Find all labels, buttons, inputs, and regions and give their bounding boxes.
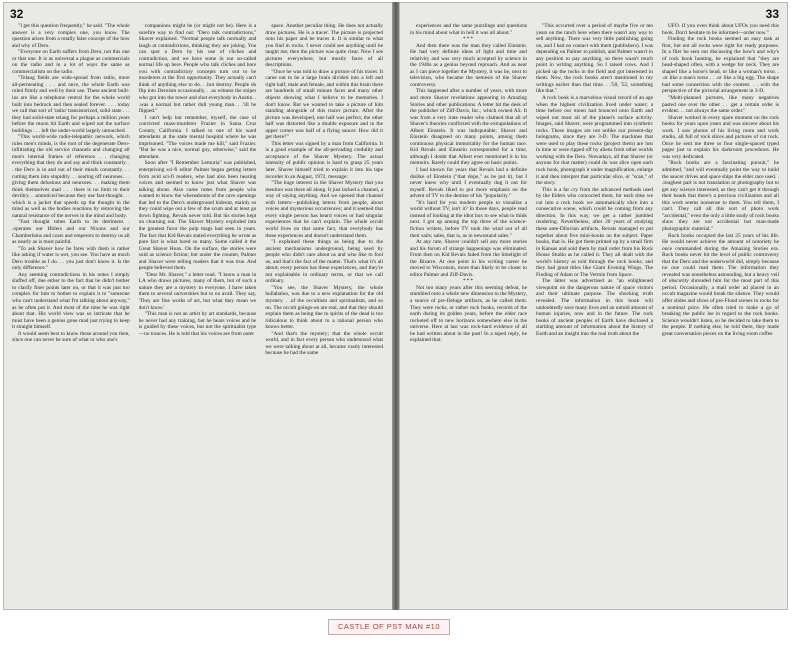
paragraph: I can't help but remember, myself, the case of convicted mass-murderer Frazier in Santa Cruz County, California. I talked to one of his ward attendants at the state mental hospital where he was imprisoned. "The voices made me kill," said Frazier. "But he was a nice, normal guy, otherwise," said the attendant. xyxy=(138,114,257,160)
paragraph: experiences and the same puzzlings and questions in his mind about what in hell it was all about." xyxy=(410,23,527,36)
paragraph: "Rock books are a fascinating pursuit," he admitted, "and will eventually point the way to build the saucer drives and space ships the elder race used. . .toughest part is not translation or photography but to get any science interested, as they can't get it through their heads that there's a precious civilization and all this work seems nonsense to them. You tell them, I can't. They call all this sort of photo work "accidental," even the only a little study of rock books show they are not accidental but man-made photographic material." xyxy=(662,160,779,232)
paragraph: "Multi-planned pictures, like many negatives pasted one over the other . . .get a certain order is evident. . . not always the same order." xyxy=(662,95,779,115)
paragraph: I had known for years that Revals had a definite dislike of Einstein ("that dope," as he put it), but I never knew why until I eventually dug it out for myself. Revals liked to put more emphasis on the advent of TV to the demise of his "popularity." xyxy=(410,167,527,200)
right-column-3 xyxy=(662,23,779,601)
paragraph: "I get this question frequently," he said. "The whole answer is a very complex one, you know. The question arises from a totally false concept of the how and why of Dero. xyxy=(12,23,130,49)
paragraph: space. Another peculiar thing. He does not actually draw pictures. He is a tracer. The picture is projected onto his paper and he traces it. It is similar to what you find in rocks. I never could see anything until he taught me; then the picture was quite clear. Now I see pictures everywhere, but mostly faces of all descriptions. xyxy=(265,23,384,69)
paragraph: The latter was advertised as "an enlightened viewpoint on the dangerous nature of space visitors and their ultimate purpose. The shocking truth revealed. The information in this book will undoubtedly save many lives and an untold amount of human injuries, now and in the future. The rock books of ancient peoples of Earth have disclosed a startling amount of information about the history of Earth and an insight into the real truth about the xyxy=(536,278,653,337)
paragraph: "Fast thought robes Earth to its detriment. . .operates our Hitlers and our Nixons and our Chamberlains and czars and emperors to destroy us all as nearly as is most painful. xyxy=(12,219,130,246)
paragraph: Finding the rock books seemed an easy task at first, but not all rocks were right for ready purposes. In a flier he sent out discussing the how's and why's of rock book hunting, he explained that "they are head-shaped often, with a wedge for neck. They are shaped like a horse's head, or like a woman's torso. . .or like a man's torso . . .or like a big egg. The shape had some connection with the content. . . with the perspective of the pictorial arrangement in 3-D. xyxy=(662,36,779,95)
archive-label: CASTLE OF PST MAN #10 xyxy=(328,619,450,635)
left-column-1 xyxy=(12,23,130,601)
paragraph: UFO. If you even think about UFOs you need this book. Don't hesitate to be informed—order now." xyxy=(662,23,779,36)
paragraph: "Everyone on Earth suffers from Dero, not this one or that one. It is as universal a plague as commercials on the radio and in a lot of ways the same as commercialism on the radio. xyxy=(12,49,130,75)
paragraph: Not too many years after this seeming defeat, he stumbled onto a whole new dimension to the Mystery, a source of pre-Deluge artifacts, as he called them. They were rocks, or rather rock books, records of the earth during its golden years, before the elder race rocketed off to new horizons somewhere else in the universe. Here at last was rock-hard evidence of all he had written about in the past! In a taped reply, he explained that: xyxy=(410,284,527,344)
paragraph: This happened after a number of years, with more and more Shaver revelations appearing in Amazing Stories and other publications. A letter hit the desk of the publisher of Ziff-Davis, Inc., which owned AS. It was from a very irate reader who claimed that all of Shaver's theories conflicted with the extrapolations of Albert Einstein. It was indisputable; Shaver and Einstein disagreed on many points, among them continuous physical immortality for the human race. Kid Revals and Einstein corresponded for a time, although I doubt that Albert ever mentioned it in his memoirs. Rarely could they agree on basic points. xyxy=(410,88,527,167)
left-column-2 xyxy=(139,23,257,601)
paragraph: "It's hard for you modern people to visualize a world without TV, isn't it? In those days, people read instead of looking at the idiot box to see what to think next. I got up among the top three of the science-fiction writers, before TV took the wind out of all their sails; sales, that is, as in newsstand sales." xyxy=(410,199,527,239)
left-column-3 xyxy=(265,23,383,601)
paragraph: This letter was signed by a man from California. It is a good example of the all-pervading credulity and acceptance of the Shaver Mystery. The actual intensity of public opinion is hard to grasp 25 years later. Shaver himself tried to explain it into his tape recorder in an August, 1972, message: xyxy=(265,140,384,180)
paragraph: A rock book is a marvelous visual record of an age when the highest civilization lived under water; a time before our moon had bounced onto Earth and wiped out most all of the planet's surface activity. Images, said Shaver, were programmed into synthetic rocks. These images are not unlike our present-day holograms, since they are 3-D. The machines that were used to play these rocks (project them) are lost in time or were ripped off by aliens from other worlds working with the Dero. Nowadays, all that Shaver (or anyone for that matter) could do was slice open each rock book, photograph it under magnification, enlarge it and then interpret that particular slice, or "scan," of the story. xyxy=(536,95,653,187)
paragraph: Any seeming contradictions in his notes I simply sluffed off, due either to the fact that he didn't bother to clarify finer points later on, or that it was just too complex for him to bother to explain it to "someone who can't understand what I'm talking about anyway," as he often put it. And most of the time he was right about that. His world view was so intricate that he must have been a genius gone mad just trying to keep it straight himself. xyxy=(12,271,130,331)
left-page xyxy=(3,2,393,610)
paragraph: "This man is not an artist by art standards, because he never had any training, but he hears voices and he is guided by these voices, but not the spiritualist type—no trances. He is told that his voices are from outer xyxy=(138,311,257,337)
right-page-columns xyxy=(410,23,779,601)
paragraph: "This occurred over a period of maybe five or ten years on the ranch here when there wasn't any way to sell anything. There was very little publishing going on, and I had no contact with them (publishers). I was depending on Palmer to publish, and Palmer wasn't in any position to pay anything, so there wasn't much point in writing anything. So I raised cows. And I picked up the rocks in the field and got interested in them. Now, the rock books aren't mentioned in my writings earlier than that time. . .'50, '52, something like that." xyxy=(536,23,653,95)
paragraph: And then there was the man they called Einstein. He had very definite ideas of light and time and relativity and was very much accepted by science in the 1940s as a genius beyond reproach. And as near as I can piece together the Mystery, it was he, next to television, who became the nemesis of the Shaver controversy. xyxy=(410,42,527,88)
paragraph: "Once he was told to draw a picture of his tracer. It came out to be a large brain divided into a left and right half, male and female, and within this brain there are hundreds of small minute faces and many other objects showing what I believe to be memories. I don't know. But we wanted to take a picture of him standing alongside of this tracer picture. After the picture was developed, one half was perfect, the other half was distorted like a double exposure and in the upper corner was half of a flying saucer. How did it get there?" xyxy=(265,68,384,141)
page-number-left: 32 xyxy=(10,7,24,21)
paragraph: "And that's the mystery; that the whole occult world, and in fact every person who understood what we were talking about at all, became vastly interested because he had the same xyxy=(265,330,384,357)
paragraph: Shaver worked in every spare moment on the rock books for years upon years and was sincere about his work. I saw photos of his living room and work studio, all full of rock slices and pictures of cut rock. Once he sent me three or four single-spaced typed pages just to explain his darkroom procedures. He was very dedicated. xyxy=(662,114,779,160)
section-separator: *** xyxy=(462,278,475,285)
page-number-right: 33 xyxy=(765,7,779,21)
left-page-columns xyxy=(12,23,383,601)
paragraph: "This world-wide radio-telepathic network, which rules men's minds, is the root of the degenerate Dero-infiltrating the old service channels and changing all men's internal frames of reference. . . changing everything that they do and say and think constantly. . . the Dero is in and out of their minds constantly. . . cutting them into stupidity. . . searing off neurones. . . giving them delusions and neuroses. . . making them think themselves mad . . . there is no limit to their deviltry. . .unnoticed because they use fast-thought. . . which is a jacket that speeds up the thought in the mind as well as the bodies reactions by removing the natural resistance of the nerves in the mind and body. xyxy=(12,134,130,219)
paragraph: "To ask Shaver how he fares with them is rather like asking if water is wet, you see. You have as much Dero trouble as I do. . . you just don't know it. Is the only difference." xyxy=(12,245,130,272)
paragraph: Soon after "I Remember Lemuria" was published, enterprising sci-fi editor Palmer began getting letters from avid sci-fi readers, who had also been hearing voices and seemed to know just what Shaver was talking about. Also came notes from people who wanted to know the whereabouts of the cave openings that led to the Dero's underground hideout, mainly so they could wipe out a few of the scum and at least go down fighting. Revals never told. But his stories kept on churning out. The Shaver Mystery exploded into the greatest furor the pulp mags had seen in years. The fact that Kid Revals stated everything he wrote as pure fact is what lured so many. Some called it the Great Shaver Hoax. On the surface, the stories were sold as science fiction; but under the counter, Palmer and Shaver were telling readers that it was true. And people believed them. xyxy=(138,160,257,272)
right-page xyxy=(399,2,788,610)
right-column-2 xyxy=(536,23,653,601)
section-separator: *** xyxy=(462,36,475,43)
paragraph: "Telaug fields are wide-spread from radio, more all-permeating . . . and once, the whole Earth was ruled firmly and well by their use. These ancient built-ins are like a telephone central for the whole world built into bedrock and then sealed forever. . . . today we call that sort of 'radio' transistorized, solid state . . . they had solid-state telaug for perhaps a million years before the moon hit Earth and wiped out the surface buildings . . . left the under-world largely untouched. xyxy=(12,75,130,134)
paragraph: It would seem best to know those around you then, since one can never be sure of what or who one's xyxy=(12,330,130,344)
paragraph: Rock books occupied the last 25 years of his life. He would never achieve the amount of notoriety he once commanded during the Amazing Stories era. Rock books never hit the level of public controversy that the Dero and the underworld did, simply because no one could read them. The information they revealed was nonetheless astounding, but a heavy veil of obscurity shrouded him for the most part of this period. Occasionally, a mail order ad placed in an occult magazine would break the silence. They would offer slides and slices of pre-Flood scenes in rocks for a nominal price. He often tried to make a go of breaking the public lee in regard to the rock books. Science wouldn't listen, so he decided to take them to the people. If nothing else, he told them, they made great conversation pieces on the living room coffee xyxy=(662,232,779,337)
paragraph: At any rate, Shaver couldn't sell any more stories and his forum of strange happenings was eliminated. From then on Kid Revals faded from the limelight of the Bizarre. At one point in his writing career he moved to Wisconsin, more than likely to be closer to editor Palmer and Ziff-Davis. xyxy=(410,239,527,278)
paragraph: "I explained these things as being due to the ancient mechanisms underground, being used by people who didn't care about us and who like to fool us, and that's the fact of the matter. That's what it's all about; every person has these experiences, and they're not explainable in ordinary terms, or that we call ordinary. xyxy=(265,239,384,285)
right-column-1 xyxy=(410,23,527,601)
paragraph: "Dear Mr. Shaver," a letter read. "I know a man in LA who draws pictures, many of them, but of such a nature they are a mystery to everyone. I have taken them to several universities but to no avail. They say, 'They are fine works of art, but what they mean we don't know.' xyxy=(138,271,257,311)
paragraph: This is a far cry from the advanced methods used by the Elders who concocted them, for each time we cut into a rock book we automatically slice into a consecutive scene, which could be coming from any direction. In this way, we get a rather jumbled rendering. Nevertheless, after 20 years of studying these ante-Diluvian artifacts, Revals managed to put together about five mini-books on the subject. Paper books, that is. He got them printed up by a small firm in Kansas and sold them by mail order from his Rock House Studio as he called it. They all dealt with the world's history as told through the rock books; and they had great titles like Giant Evening Wings, The Finding of Adam or The Vermin from Space. xyxy=(536,186,653,278)
paragraph: "You see, the Shaver Mystery, the whole hullabaloo, was due to a new explanation for the old mystery. . .of the occultism and spiritualism, and so on. The occult goings-on are real, and that they should explain them as being due to spirits of the dead is too ridiculous to think about to a rational person who knows better. xyxy=(265,284,384,331)
paragraph: companions might be (or might not be). Here is a surefire way to find out: "Dero talk contradictions," Shaver explained. "Normal people talk normally and laugh at contradictions, thinking they are joking. You can spot a Dero by his use of cliches and contradiction, and we have some in our so-called normal life up here. People who talk cliches and bore you with contradictory concepts turn out to be murderers at the first opportunity. They actually can't think of anything else to do. . .but destroy. People do flip into Deroism occasionally. . .as witness the sniper who got into the tower and shot everybody in Austin. . .was a normal but rather dull young man. . .'ill be flipped." xyxy=(138,23,257,115)
paragraph: "The huge interest in the Shaver Mystery that you mention was there all along. It just lacked a channel, a way of saying anything. And we opened that channel with letters—publishing letters from people, about voices and mysterious occurrences; and it seemed that every single person has heard voices or had singular experiences that he can't explain. The whole occult world lives on that same fact, that everybody has these experiences and doesn't understand them. xyxy=(265,180,384,239)
